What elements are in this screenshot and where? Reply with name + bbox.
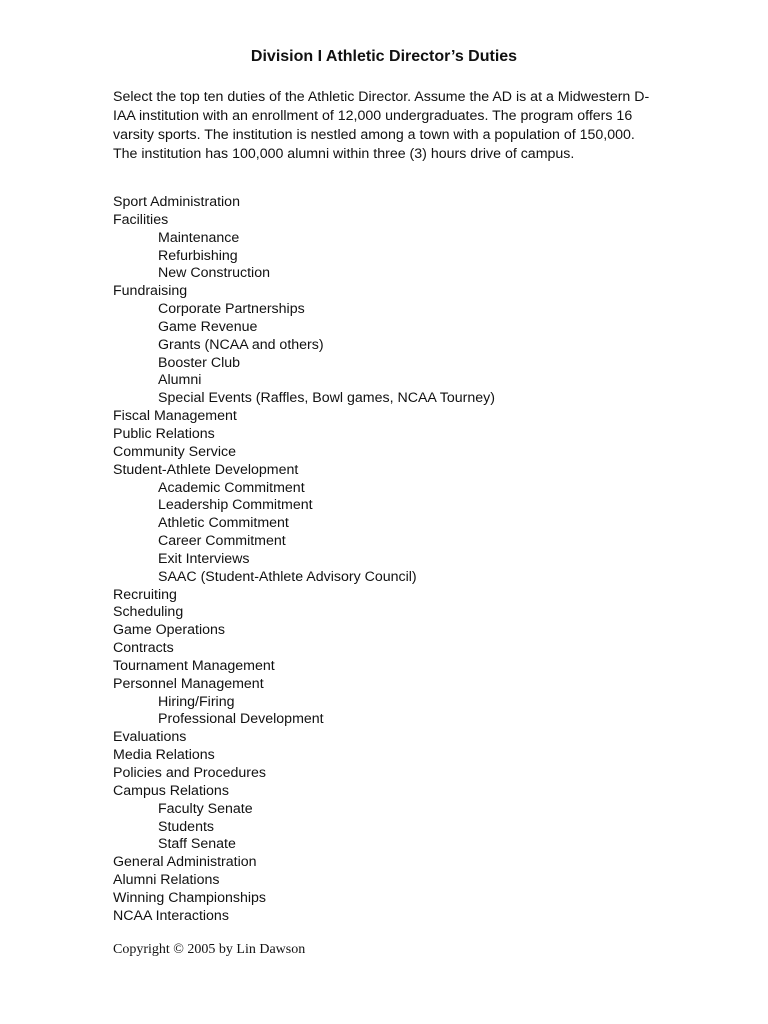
duty-subitem: SAAC (Student-Athlete Advisory Council) — [158, 568, 417, 585]
duties-list — [113, 194, 673, 926]
duty-subitem: Hiring/Firing — [158, 693, 235, 710]
duty-item: Personnel Management — [113, 675, 264, 692]
duty-item: General Administration — [113, 854, 257, 871]
duty-subitem: Career Commitment — [158, 533, 286, 550]
duty-item: Public Relations — [113, 425, 215, 442]
duty-subitem: Academic Commitment — [158, 479, 305, 496]
duty-item: Tournament Management — [113, 657, 275, 674]
duty-item: Student-Athlete Development — [113, 461, 299, 478]
duty-item: Community Service — [113, 443, 236, 460]
duty-item: Alumni Relations — [113, 872, 220, 889]
duty-subitem: Leadership Commitment — [158, 497, 313, 514]
duty-item: NCAA Interactions — [113, 907, 229, 924]
duty-item: Recruiting — [113, 586, 177, 603]
duty-subitem: New Construction — [158, 265, 270, 282]
duty-subitem: Game Revenue — [158, 318, 258, 335]
copyright-notice: Copyright © 2005 by Lin Dawson — [113, 942, 306, 957]
duty-item: Sport Administration — [113, 194, 240, 210]
duty-subitem: Athletic Commitment — [158, 515, 289, 532]
duty-item: Fiscal Management — [113, 408, 237, 425]
duty-item: Game Operations — [113, 622, 225, 639]
duty-item: Scheduling — [113, 604, 184, 621]
duty-item: Evaluations — [113, 729, 187, 746]
duty-subitem: Maintenance — [158, 229, 240, 246]
duty-subitem: Grants (NCAA and others) — [158, 336, 324, 353]
duty-subitem: Special Events (Raffles, Bowl games, NCAA Tourney) — [158, 390, 495, 407]
duty-subitem: Corporate Partnerships — [158, 301, 305, 318]
duty-item: Fundraising — [113, 283, 188, 300]
duty-subitem: Alumni — [158, 372, 202, 389]
intro-paragraph: Select the top ten duties of the Athletic Director. Assume the AD is at a Midwestern D-IAA institution with an enrollment of 12,000 undergraduates. The program offers 16 varsity sports. The institution is nestled among a town with a population of 150,000. The institution has 100,000 alumni within three (3) hours drive of campus. — [113, 89, 650, 162]
duty-subitem: Professional Development — [158, 711, 324, 728]
duty-subitem: Staff Senate — [158, 836, 236, 853]
duty-subitem: Students — [158, 818, 215, 835]
duty-subitem: Faculty Senate — [158, 800, 253, 817]
duty-subitem: Booster Club — [158, 354, 241, 371]
duty-item: Campus Relations — [113, 782, 229, 799]
duty-item: Media Relations — [113, 747, 215, 764]
duty-item: Facilities — [113, 211, 169, 228]
document-title: Division I Athletic Director’s Duties — [250, 48, 518, 65]
duty-item: Winning Championships — [113, 889, 266, 906]
duty-subitem: Refurbishing — [158, 247, 238, 264]
duty-item: Contracts — [113, 640, 174, 657]
duty-subitem: Exit Interviews — [158, 550, 250, 567]
duty-item: Policies and Procedures — [113, 765, 266, 781]
